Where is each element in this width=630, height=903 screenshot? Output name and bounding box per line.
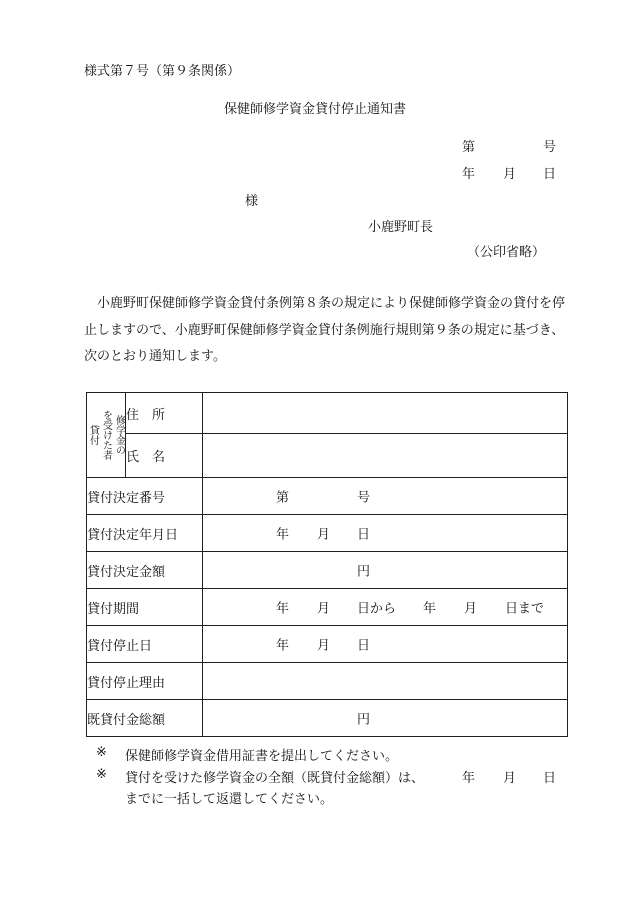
note-mark-2: ※ — [96, 767, 107, 782]
notification-body: 小鹿野町保健師修学資金貸付条例第８条の規定により保健師修学資金の貸付を停止しますので、小鹿野町保健師修学資金貸付条例施行規則第９条の規定に基づき、次のとおり通知します。 — [84, 296, 566, 364]
stop-date-year: 年 — [276, 638, 290, 654]
address-field[interactable] — [203, 393, 568, 434]
table-row — [87, 393, 568, 434]
loan-stop-table — [86, 392, 568, 737]
doc-number-dai: 第 — [462, 140, 476, 155]
period-start-day: 日から — [357, 601, 397, 617]
note-mark-1: ※ — [96, 745, 107, 760]
recipient-group-col2: を受けた者 — [100, 410, 112, 460]
issuer-name: 小鹿野町長 — [368, 220, 434, 235]
issue-date-month: 月 — [503, 167, 517, 182]
issue-date-day: 日 — [543, 167, 557, 182]
decision-date-day: 日 — [357, 527, 371, 543]
recipient-group-col1: 修学金の — [113, 415, 125, 455]
stop-date-label: 貸付停止日 — [87, 626, 203, 663]
document-title: 保健師修学資金貸付停止通知書 — [223, 102, 406, 117]
decision-amount-label: 貸付決定金額 — [87, 552, 203, 589]
decision-amount-yen: 円 — [357, 564, 371, 580]
loan-period-field[interactable] — [203, 589, 568, 626]
stop-date-day: 日 — [357, 638, 371, 654]
seal-omitted-note: （公印省略） — [467, 245, 546, 260]
table-row — [87, 552, 568, 589]
period-end-month: 月 — [464, 601, 478, 617]
form-number: 様式第７号（第９条関係） — [84, 64, 241, 79]
note-2-day: 日 — [543, 771, 557, 786]
note-2-year: 年 — [462, 771, 476, 786]
period-start-year: 年 — [276, 601, 290, 617]
table-row — [87, 515, 568, 552]
recipient-group-label — [87, 393, 126, 478]
table-row — [87, 478, 568, 515]
decision-date-month: 月 — [317, 527, 331, 543]
doc-number-go: 号 — [543, 140, 557, 155]
decision-amount-field[interactable] — [203, 552, 568, 589]
addressee-honorific: 様 — [245, 194, 259, 209]
table-row — [87, 589, 568, 626]
total-amount-field[interactable] — [203, 700, 568, 737]
period-end-year: 年 — [423, 601, 437, 617]
note-2-continuation: までに一括して返還してください。 — [125, 792, 334, 807]
stop-reason-label: 貸付停止理由 — [87, 663, 203, 700]
period-start-month: 月 — [317, 601, 331, 617]
table-row — [87, 663, 568, 700]
decision-number-go: 号 — [357, 490, 371, 506]
name-label: 氏 名 — [126, 434, 203, 478]
decision-date-label: 貸付決定年月日 — [87, 515, 203, 552]
decision-number-label: 貸付決定番号 — [87, 478, 203, 515]
period-end-day: 日まで — [505, 601, 545, 617]
name-field[interactable] — [203, 434, 568, 478]
decision-number-dai: 第 — [276, 490, 290, 506]
table-row — [87, 434, 568, 478]
total-amount-label: 既貸付金総額 — [87, 700, 203, 737]
note-1: 保健師修学資金借用証書を提出してください。 — [125, 749, 399, 764]
issue-date-year: 年 — [462, 167, 476, 182]
total-amount-yen: 円 — [357, 712, 371, 728]
stop-date-field[interactable] — [203, 626, 568, 663]
note-2-text: 貸付を受けた修学資金の全額（既貸付金総額）は、 — [125, 771, 425, 786]
stop-date-month: 月 — [317, 638, 331, 654]
table-row — [87, 700, 568, 737]
table-row — [87, 626, 568, 663]
decision-number-field[interactable] — [203, 478, 568, 515]
decision-date-year: 年 — [276, 527, 290, 543]
address-label: 住 所 — [126, 393, 203, 434]
stop-reason-field[interactable] — [203, 663, 568, 700]
loan-period-label: 貸付期間 — [87, 589, 203, 626]
recipient-group-col3: 貸付 — [87, 425, 99, 445]
decision-date-field[interactable] — [203, 515, 568, 552]
note-2-month: 月 — [503, 771, 517, 786]
